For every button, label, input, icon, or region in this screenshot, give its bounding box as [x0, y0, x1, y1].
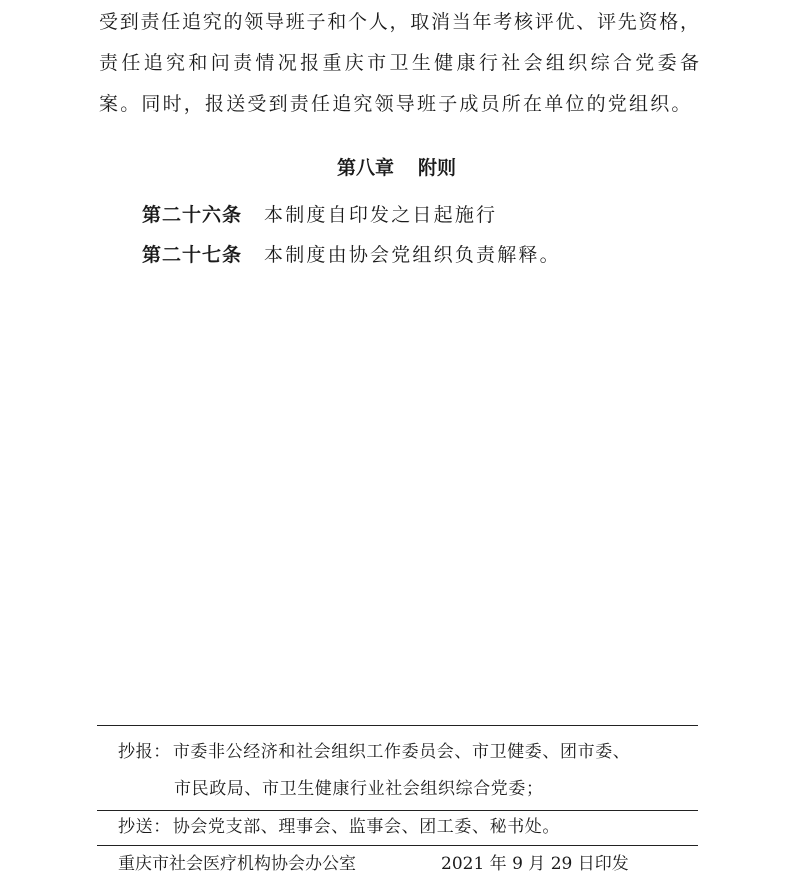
article-number: 第二十六条 — [142, 204, 243, 226]
paragraph-line-1: 受到责任追究的领导班子和个人，取消当年考核评优、评先资格， — [99, 11, 699, 33]
cc-send-recipients: 协会党支部、理事会、监事会、团工委、秘书处。 — [172, 817, 561, 837]
cc-report-recipients: 市委非公经济和社会组织工作委员会、市卫健委、团市委、 — [172, 742, 631, 762]
article-text: 本制度自印发之日起施行 — [264, 204, 498, 226]
issuer-office: 重庆市社会医疗机构协会办公室 — [118, 854, 356, 874]
article-text: 本制度由协会党组织负责解释。 — [264, 244, 561, 266]
issue-date: 2021 年 9 月 29 日印发 — [441, 854, 629, 874]
cc-send-line — [118, 814, 560, 840]
article-27 — [142, 240, 561, 270]
chapter-number: 第八章 — [336, 157, 394, 179]
chapter-heading — [0, 153, 793, 183]
cc-report-line-1 — [118, 739, 630, 765]
footer-lower-rule — [97, 845, 698, 846]
cc-report-line-2: 市民政局、市卫生健康行业社会组织综合党委； — [174, 779, 544, 799]
chapter-title: 附则 — [418, 157, 457, 179]
paragraph-line-2: 责任追究和问责情况报重庆市卫生健康行社会组织综合党委备 — [99, 52, 699, 74]
cc-report-label: 抄报： — [118, 742, 171, 762]
paragraph-line-3: 案。同时，报送受到责任追究领导班子成员所在单位的党组织。 — [99, 93, 693, 115]
footer-top-rule — [97, 725, 698, 726]
article-number: 第二十七条 — [142, 244, 243, 266]
article-26 — [142, 200, 497, 230]
footer-middle-rule — [97, 810, 698, 811]
cc-send-label: 抄送： — [118, 817, 171, 837]
